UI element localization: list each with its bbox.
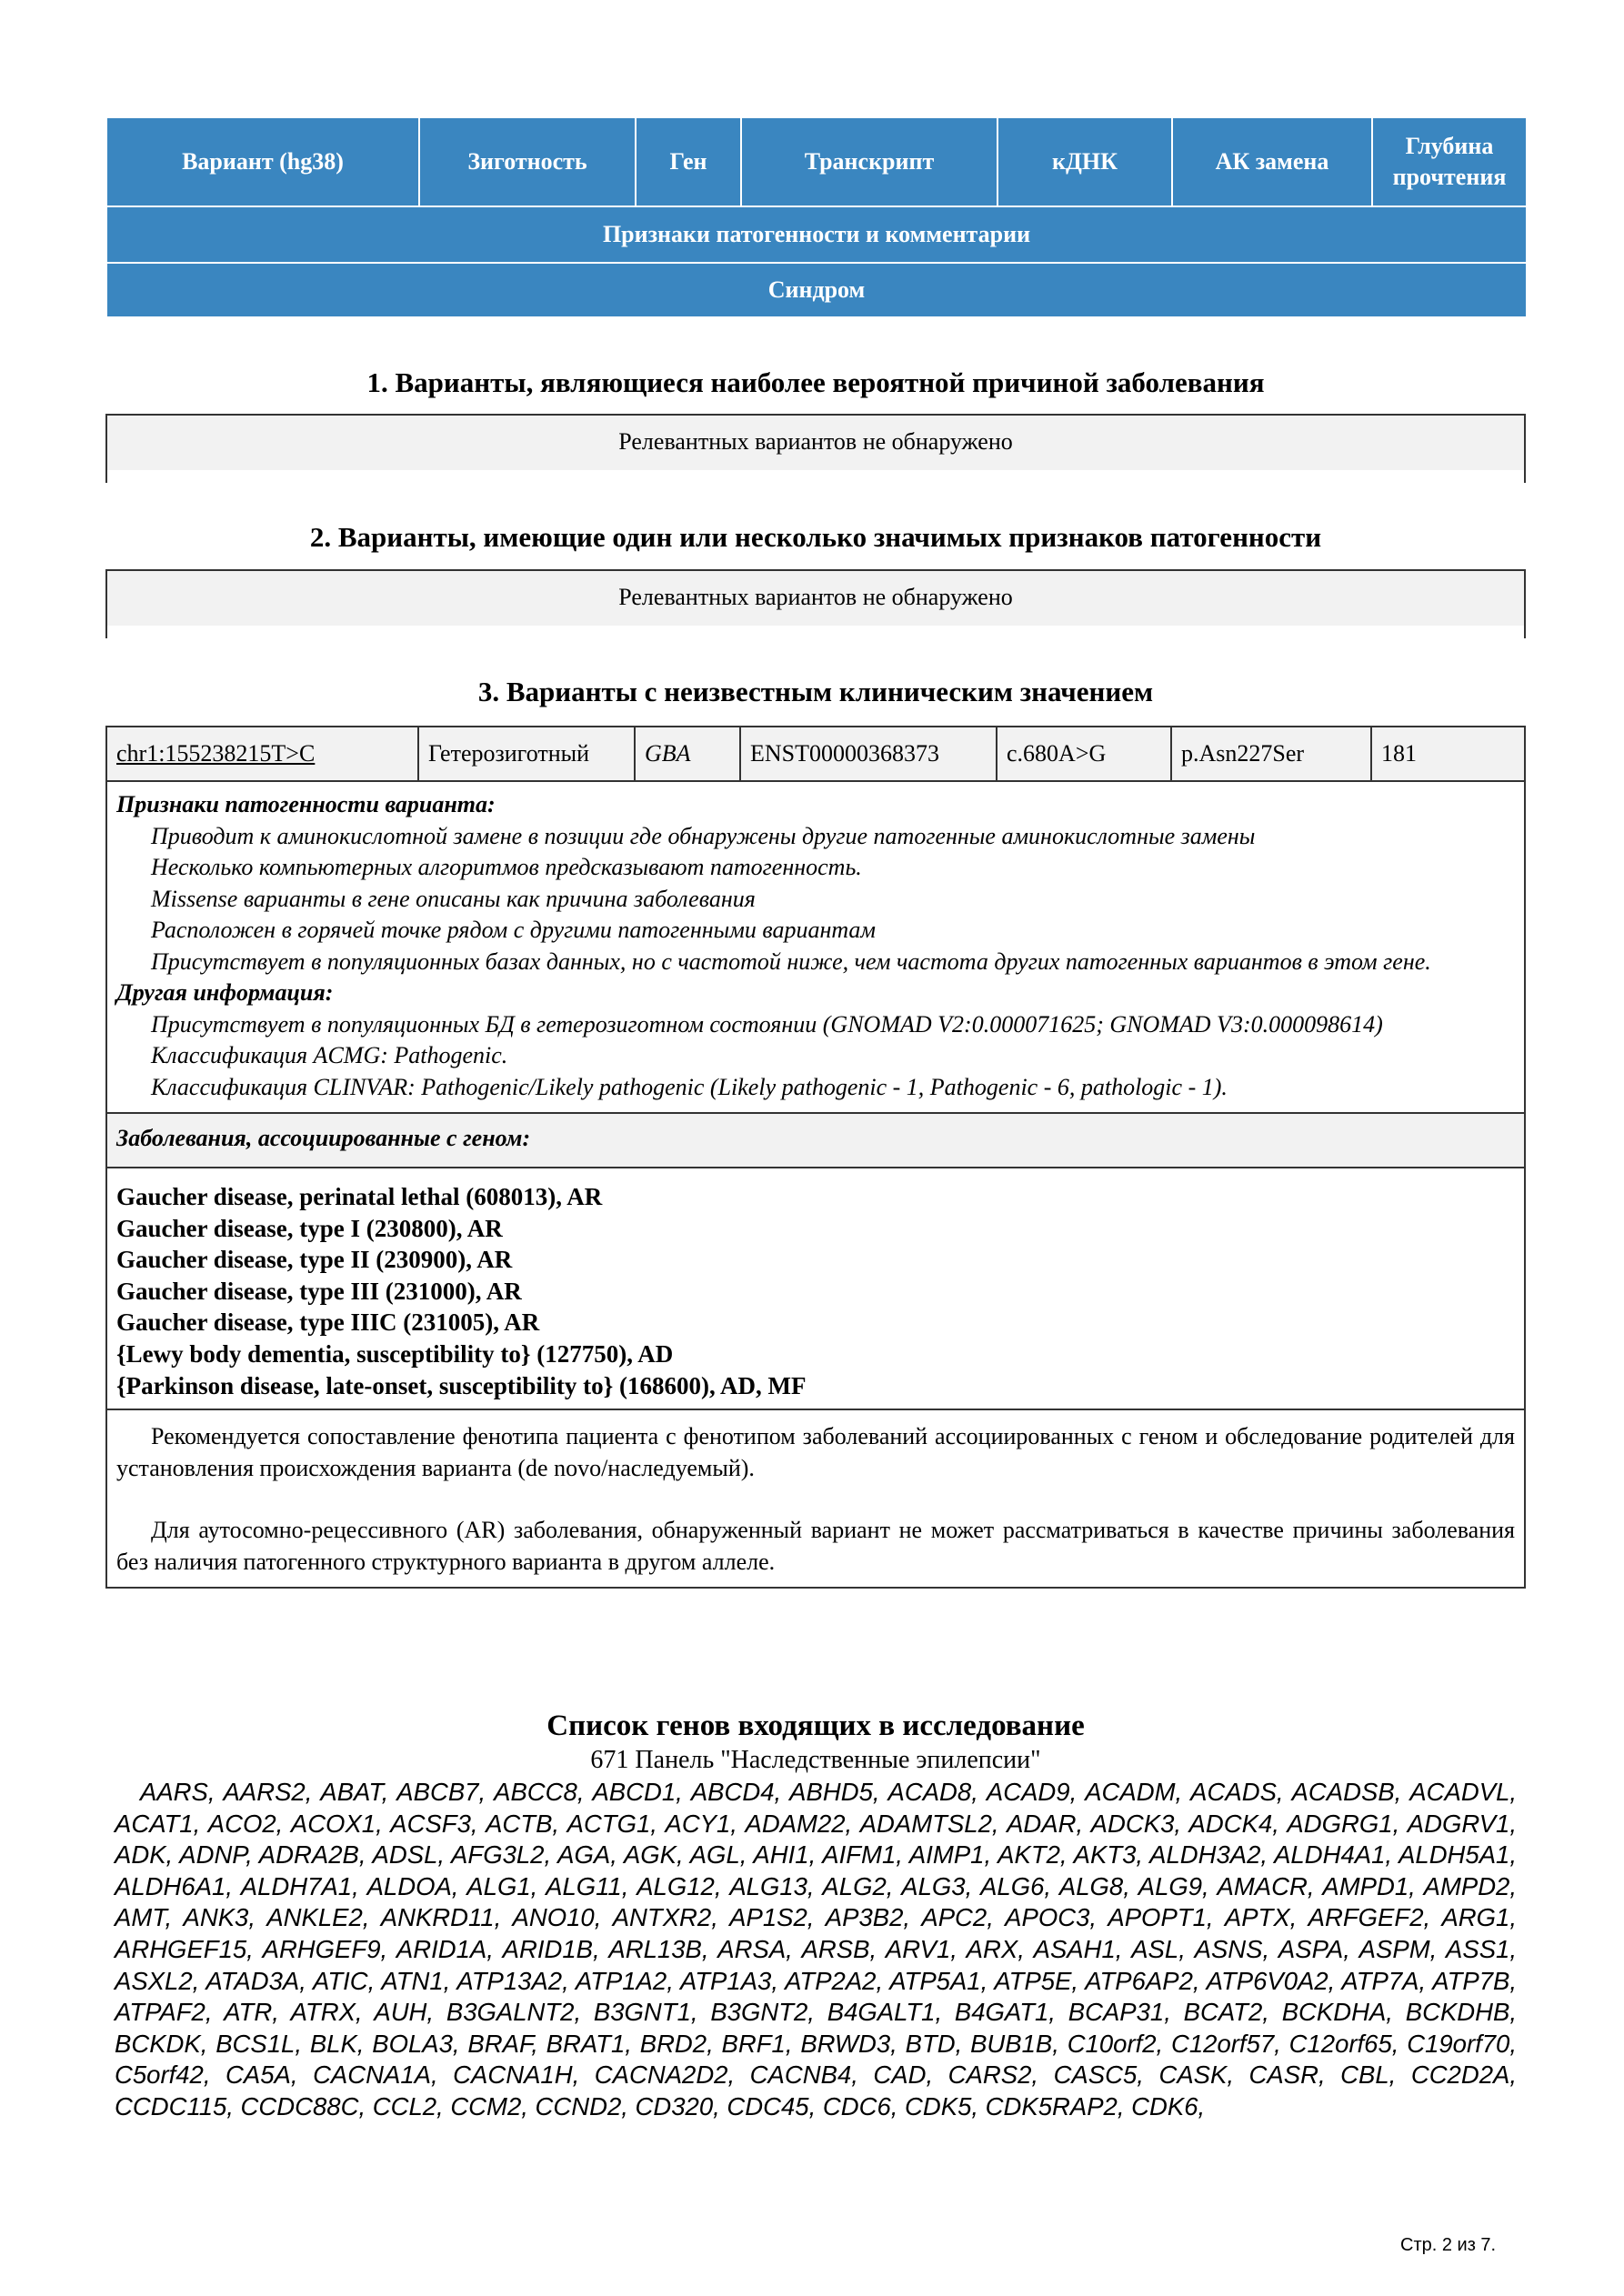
variant-card: [105, 726, 1526, 1589]
variant-depth: 181: [1371, 727, 1524, 780]
diseases-header-block: [107, 1112, 1524, 1167]
disease-item: {Parkinson disease, late-onset, susceptibility to} (168600), AD, MF: [116, 1371, 807, 1399]
legend-aa-change: АК замена: [1172, 117, 1372, 206]
other-info-item: Классификация CLINVAR: Pathogenic/Likely pathogenic (Likely pathogenic - 1, Pathogenic - 6, pathologic - 1).: [151, 1073, 1228, 1100]
legend-syndrome: Синдром: [106, 263, 1527, 317]
disease-item: {Lewy body dementia, susceptibility to} (127750), AD: [116, 1339, 674, 1368]
recommendation-text: Рекомендуется сопоставление фенотипа пациента с фенотипом заболеваний ассоциированных с геном и обследование родителей для установления происхождения варианта (de novo/наследуемый).: [116, 1423, 1515, 1481]
pathogenicity-item: Несколько компьютерных алгоритмов предсказывают патогенность.: [151, 854, 862, 880]
legend-gene: Ген: [636, 117, 741, 206]
pathogenicity-header: Признаки патогенности варианта:: [116, 791, 496, 817]
section-1-empty: Релевантных вариантов не обнаружено: [105, 414, 1526, 470]
recommendation-text: Для аутосомно-рецессивного (AR) заболевания, обнаруженный вариант не может рассматриваться в качестве причины заболевания без наличия патогенного структурного варианта в другом аллеле.: [116, 1517, 1515, 1575]
legend-variant: Вариант (hg38): [106, 117, 419, 206]
disease-item: Gaucher disease, type II (230900), AR: [116, 1246, 513, 1274]
pathogenicity-item: Присутствует в популяционных базах данных, но с частотой ниже, чем частота других патогенных вариантов в этом гене.: [151, 947, 1431, 975]
gene-list: AARS, AARS2, ABAT, ABCB7, ABCC8, ABCD1, ABCD4, ABHD5, ACAD8, ACAD9, ACADM, ACADS, ACADSB, ACADVL, ACAT1, ACO2, ACOX1, ACSF3, ACTB, ACTG1, ACY1, ADAM22, ADAMTSL2, ADAR, ADCK3, ADCK4, ADGRG1, ADGRV1, ADK, ADNP, ADRA2B, ADSL, AFG3L2, AGA, AGK, AGL, AHI1, AIFM1, AIMP1, AKT2, AKT3, ALDH3A2, ALDH4A1, ALDH5A1, ALDH6A1, ALDH7A1, ALDOA, ALG1, ALG11, ALG12, ALG13, ALG2, ALG3, ALG6, ALG8, ALG9, AMACR, AMPD1, AMPD2, AMT, ANK3, ANKLE2, ANKRD11, ANO10, ANTXR2, AP1S2, AP3B2, APC2, APOC3, APOPT1, APTX, ARFGEF2, ARG1, ARHGEF15, ARHGEF9, ARID1A, ARID1B, ARL13B, ARSA, ARSB, ARV1, ARX, ASAH1, ASL, ASNS, ASPA, ASPM, ASS1, ASXL2, ATAD3A, ATIC, ATN1, ATP13A2, ATP1A2, ATP1A3, ATP2A2, ATP5A1, ATP5E, ATP6AP2, ATP6V0A2, ATP7A, ATP7B, ATPAF2, ATR, ATRX, AUH, B3GALNT2, B3GNT1, B3GNT2, B4GALT1, B4GAT1, BCAP31, BCAT2, BCKDHA, BCKDHB, BCKDK, BCS1L, BLK, BOLA3, BRAF, BRAT1, BRD2, BRF1, BRWD3, BTD, BUB1B, C10orf2, C12orf57, C12orf65, C19orf70, C5orf42, CA5A, CACNA1A, CACNA1H, CACNA2D2, CACNB4, CAD, CARS2, CASC5, CASK, CASR, CBL, CC2D2A, CCDC115, CCDC88C, CCL2, CCM2, CCND2, CD320, CDC45, CDC6, CDK5, CDK5RAP2, CDK6,: [115, 1778, 1517, 2121]
pathogenicity-item: Missense варианты в гене описаны как причина заболевания: [151, 885, 756, 912]
section-2-title: 2. Варианты, имеющие один или несколько значимых признаков патогенности: [309, 521, 1322, 553]
legend-pathogenicity: Признаки патогенности и комментарии: [106, 206, 1527, 263]
section-3-title: 3. Варианты с неизвестным клиническим значением: [477, 676, 1154, 707]
pathogenicity-item: Приводит к аминокислотной замене в позиции где обнаружены другие патогенные аминокислотные замены: [151, 822, 1256, 849]
diseases-block: [107, 1167, 1524, 1409]
report-page: [105, 116, 1526, 2121]
section-1-title: 1. Варианты, являющиеся наиболее вероятной причиной заболевания: [366, 366, 1265, 398]
other-info-item: Классификация ACMG: Pathogenic.: [151, 1042, 508, 1068]
disease-item: Gaucher disease, type IIIC (231005), AR: [116, 1308, 540, 1337]
recommendations-block: [107, 1409, 1524, 1587]
variant-position-link[interactable]: chr1:155238215T>C: [107, 727, 418, 780]
variant-transcript: ENST00000368373: [740, 727, 997, 780]
legend-transcript: Транскрипт: [741, 117, 997, 206]
disease-item: Gaucher disease, type I (230800), AR: [116, 1214, 503, 1242]
variant-row: [107, 727, 1524, 780]
disease-item: Gaucher disease, perinatal lethal (608013), AR: [116, 1183, 603, 1210]
variant-cdna: c.680A>G: [997, 727, 1171, 780]
legend-table: [105, 116, 1528, 318]
genes-title: Список генов входящих в исследование: [546, 1709, 1085, 1742]
other-info-item: Присутствует в популяционных БД в гетерозиготном состоянии (GNOMAD V2:0.000071625; GNOMAD V3:0.000098614): [151, 1010, 1383, 1038]
disease-item: Gaucher disease, type III (231000), AR: [116, 1277, 522, 1305]
variant-aa-change: p.Asn227Ser: [1171, 727, 1371, 780]
variant-zygosity: Гетерозиготный: [418, 727, 635, 780]
panel-name: 671 Панель "Наследственные эпилепсии": [590, 1746, 1041, 1774]
page-number: Стр. 2 из 7.: [1400, 2235, 1497, 2255]
legend-cdna: кДНК: [997, 117, 1172, 206]
pathogenicity-item: Расположен в горячей точке рядом с другими патогенными вариантам: [151, 917, 877, 943]
diseases-header: Заболевания, ассоциированные с геном:: [116, 1125, 531, 1151]
legend-zygosity: Зиготность: [419, 117, 636, 206]
other-info-header: Другая информация:: [116, 979, 334, 1006]
pathogenicity-block: [107, 780, 1524, 1112]
section-2-empty: Релевантных вариантов не обнаружено: [105, 569, 1526, 626]
legend-depth: Глубина прочтения: [1372, 117, 1527, 206]
variant-gene: GBA: [635, 727, 740, 780]
